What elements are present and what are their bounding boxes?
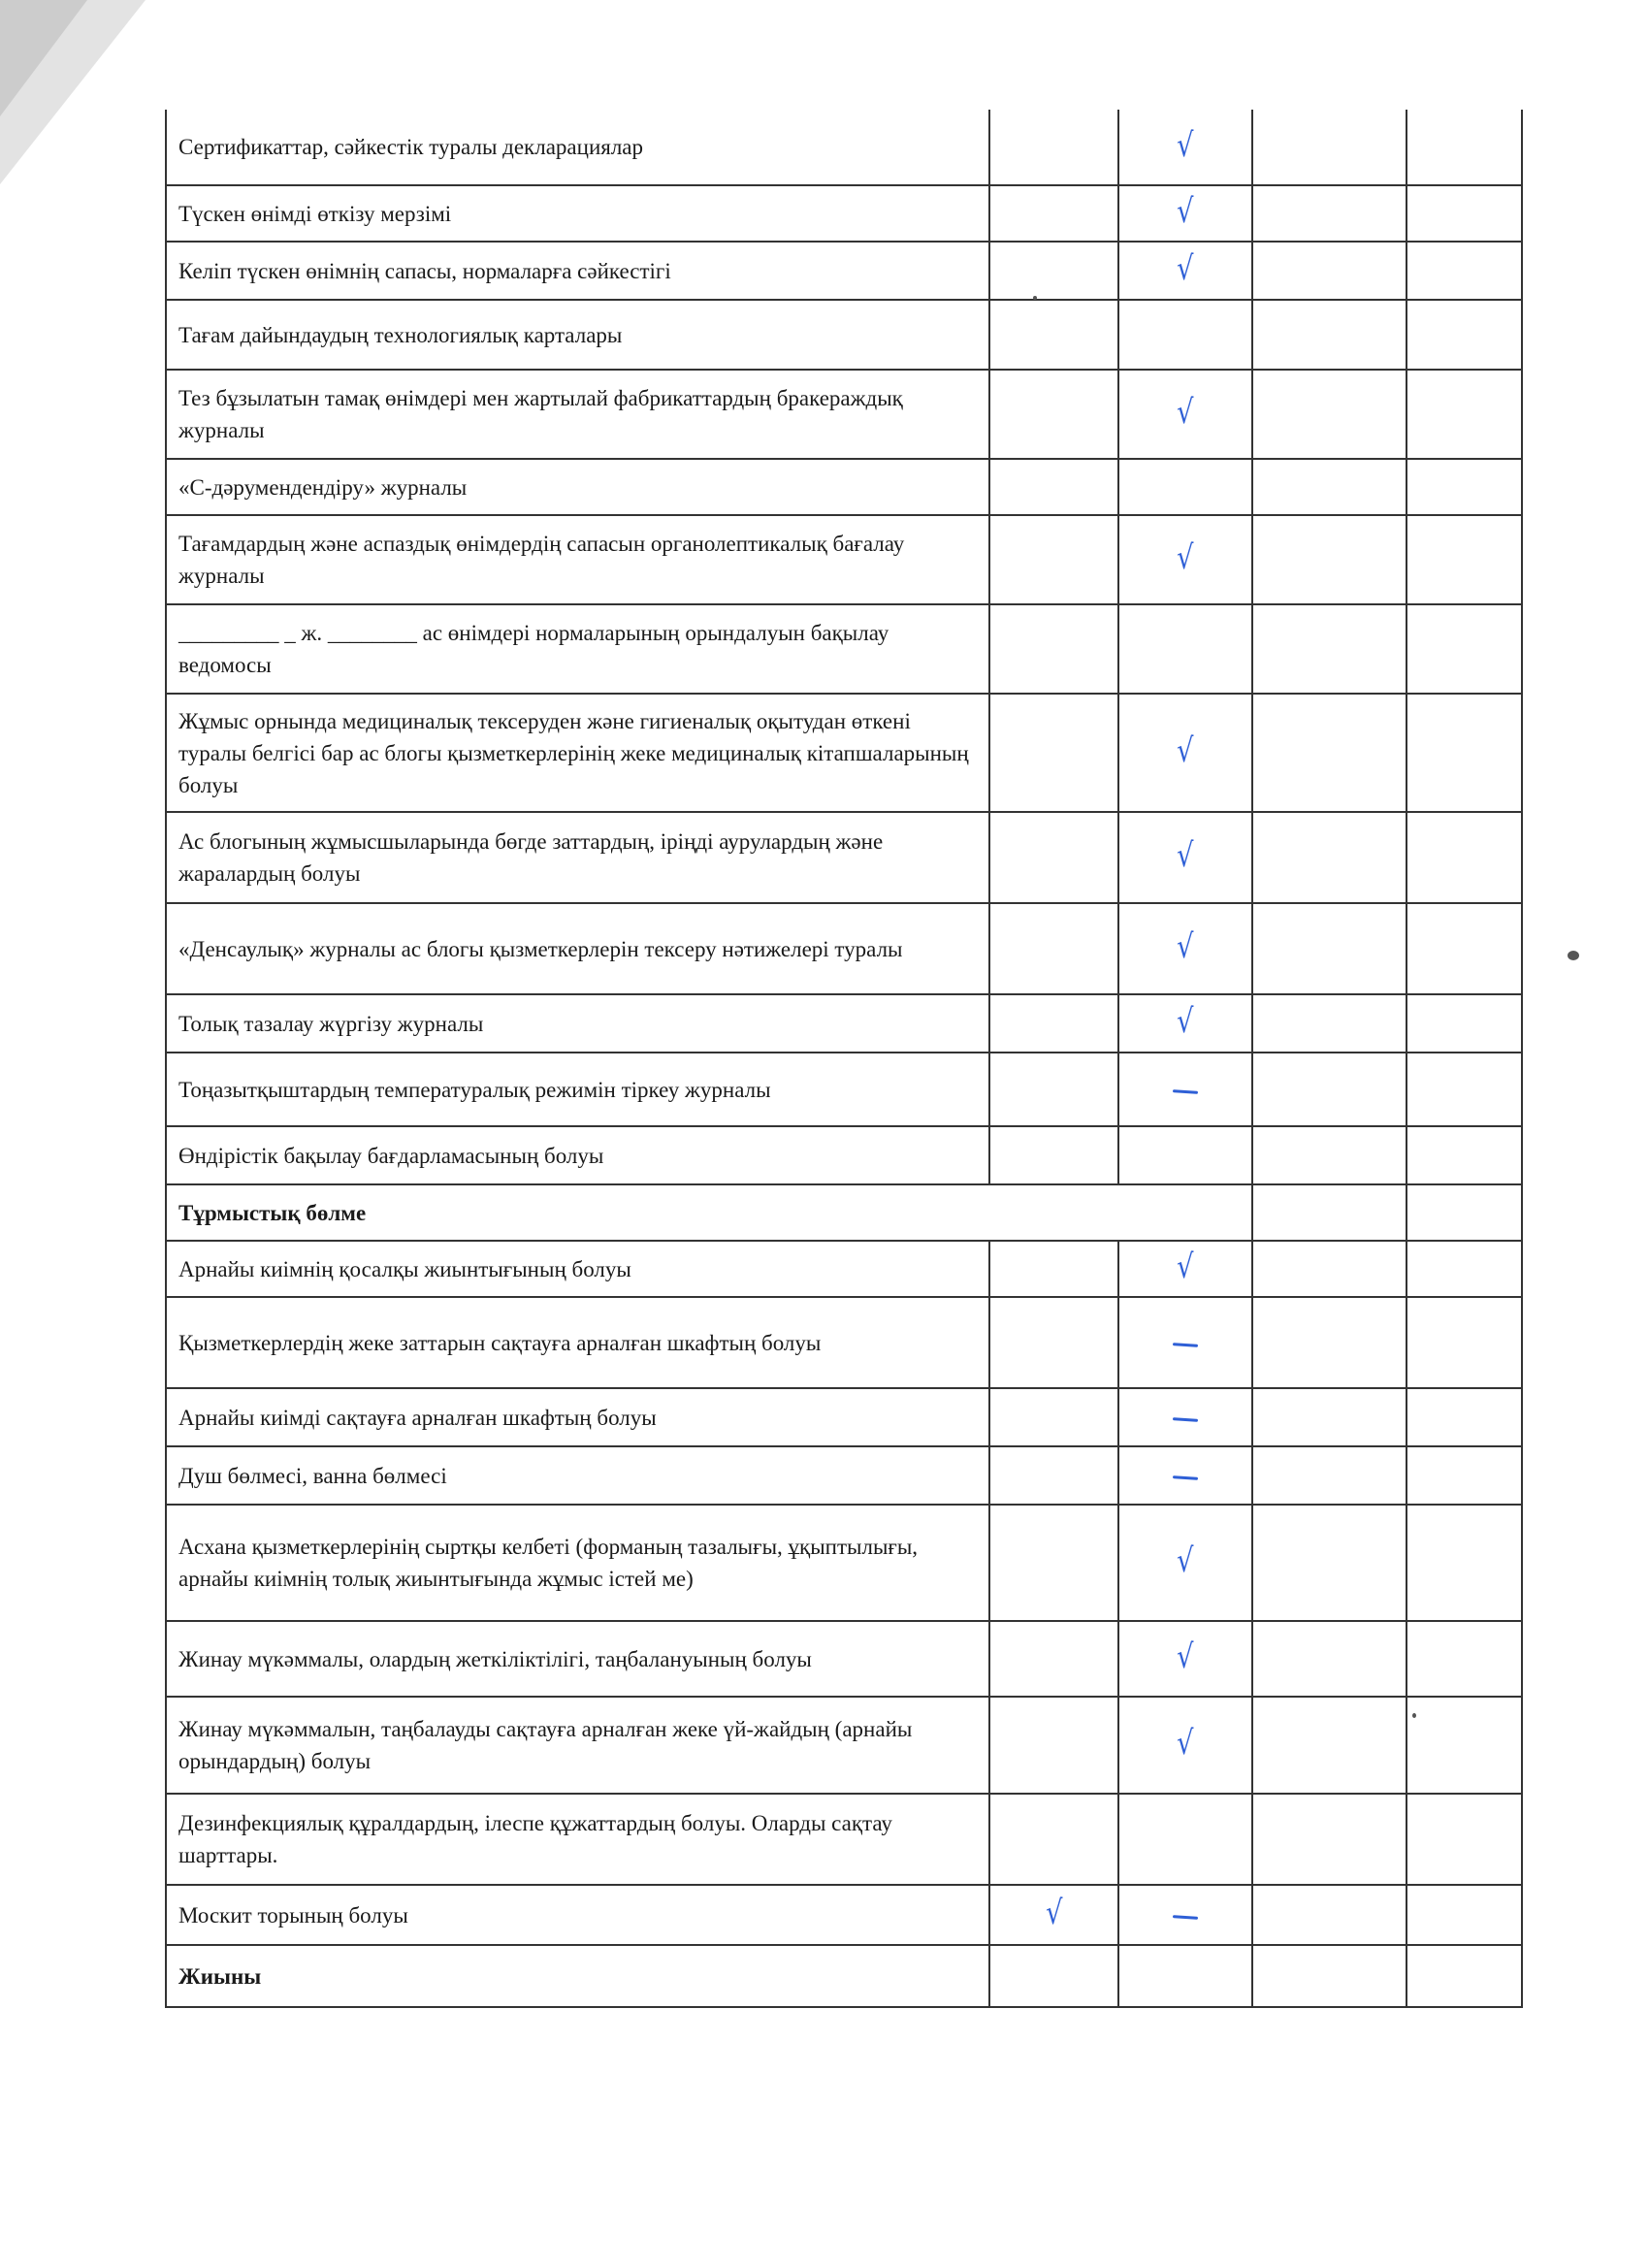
folded-corner-shade: [0, 0, 87, 116]
mark-cell-col3: [1252, 1621, 1406, 1697]
mark-cell-col3: [1252, 1241, 1406, 1297]
mark-cell-col4: [1406, 1388, 1522, 1446]
mark-cell-col3: [1252, 110, 1406, 185]
checkmark-icon: √: [1177, 249, 1194, 288]
mark-cell-col4: [1406, 1505, 1522, 1621]
mark-cell-col3: [1252, 1126, 1406, 1184]
mark-cell-col2: [1118, 370, 1252, 459]
mark-cell-col2: [1118, 694, 1252, 812]
table-row: [166, 1621, 1522, 1697]
mark-cell-col2: [1118, 515, 1252, 604]
table-row: [166, 370, 1522, 459]
mark-cell-col3: [1252, 459, 1406, 515]
criterion-label: Жинау мүкәммалын, таңбалауды сақтауға арналған жеке үй-жайдың (арнайы орындардың) болуы: [166, 1697, 989, 1794]
mark-cell-col4: [1406, 1621, 1522, 1697]
criterion-label: Москит торының болуы: [166, 1885, 989, 1945]
mark-cell-col1: [989, 300, 1118, 370]
criterion-label: Тез бұзылатын тамақ өнімдері мен жартылай фабрикаттардың бракераждық журналы: [166, 370, 989, 459]
criterion-label: Арнайы киімнің қосалқы жиынтығының болуы: [166, 1241, 989, 1297]
table-row: [166, 694, 1522, 812]
mark-cell-col1: [989, 1505, 1118, 1621]
mark-cell-col2: [1118, 994, 1252, 1053]
mark-cell-col2: [1118, 1505, 1252, 1621]
mark-cell-col2: [1118, 110, 1252, 185]
mark-cell-col1: [989, 812, 1118, 903]
mark-cell-col3: [1252, 1053, 1406, 1126]
criterion-label: Сертификаттар, сәйкестік туралы декларациялар: [166, 110, 989, 185]
mark-cell-col4: [1406, 370, 1522, 459]
mark-cell-col1: [989, 1388, 1118, 1446]
mark-cell-col1: [989, 1794, 1118, 1885]
mark-cell: [1406, 1184, 1522, 1241]
table-row: [166, 459, 1522, 515]
mark-cell-col1: [989, 994, 1118, 1053]
checkmark-icon: √: [1177, 927, 1194, 966]
checkmark-icon: √: [1177, 1637, 1194, 1676]
checkmark-icon: √: [1177, 192, 1194, 231]
checkmark-icon: √: [1177, 1724, 1194, 1763]
mark-cell-col4: [1406, 459, 1522, 515]
mark-cell-col3: [1252, 1697, 1406, 1794]
dash-mark-icon: [1173, 1475, 1198, 1480]
mark-cell-col4: [1406, 812, 1522, 903]
table-row: [166, 1446, 1522, 1505]
mark-cell-col1: [989, 1885, 1118, 1945]
mark-cell-col3: [1252, 515, 1406, 604]
mark-cell-col4: [1406, 300, 1522, 370]
criterion-label: «С-дәрумендендіру» журналы: [166, 459, 989, 515]
criterion-label: Толық тазалау жүргізу журналы: [166, 994, 989, 1053]
mark-cell-col4: [1406, 1126, 1522, 1184]
mark-cell-col3: [1252, 300, 1406, 370]
table-row: [166, 1794, 1522, 1885]
mark-cell-col4: [1406, 1945, 1522, 2007]
mark-cell-col1: [989, 604, 1118, 694]
mark-cell-col3: [1252, 812, 1406, 903]
mark-cell-col1: [989, 185, 1118, 242]
table-row: [166, 1388, 1522, 1446]
scan-speck: [1412, 1713, 1416, 1718]
table-row: [166, 1505, 1522, 1621]
mark-cell-col2: [1118, 1697, 1252, 1794]
mark-cell-col4: [1406, 903, 1522, 994]
criterion-label: Дезинфекциялық құралдардың, ілеспе құжаттардың болуы. Оларды сақтау шарттары.: [166, 1794, 989, 1885]
mark-cell-col4: [1406, 994, 1522, 1053]
mark-cell-col3: [1252, 1505, 1406, 1621]
mark-cell-col3: [1252, 185, 1406, 242]
criterion-label: «Денсаулық» журналы ас блогы қызметкерлерін тексеру нәтижелері туралы: [166, 903, 989, 994]
mark-cell-col3: [1252, 903, 1406, 994]
mark-cell-col2: [1118, 1388, 1252, 1446]
mark-cell-col3: [1252, 1388, 1406, 1446]
table-row: [166, 1885, 1522, 1945]
section-title: Тұрмыстық бөлме: [166, 1184, 1252, 1241]
mark-cell-col2: [1118, 300, 1252, 370]
table-row: [166, 903, 1522, 994]
criterion-label: Өндірістік бақылау бағдарламасының болуы: [166, 1126, 989, 1184]
mark-cell-col3: [1252, 604, 1406, 694]
criterion-label: Тоңазытқыштардың температуралық режимін тіркеу журналы: [166, 1053, 989, 1126]
mark-cell-col4: [1406, 1241, 1522, 1297]
mark-cell-col2: [1118, 185, 1252, 242]
dash-mark-icon: [1173, 1915, 1198, 1920]
table-row: [166, 1297, 1522, 1388]
mark-cell-col1: [989, 370, 1118, 459]
mark-cell-col3: [1252, 1446, 1406, 1505]
mark-cell-col1: [989, 1697, 1118, 1794]
table-row: [166, 110, 1522, 185]
mark-cell-col2: [1118, 1794, 1252, 1885]
mark-cell-col1: [989, 1945, 1118, 2007]
mark-cell-col2: [1118, 1945, 1252, 2007]
criterion-label: Ас блогының жұмысшыларында бөгде заттардың, іріңді аурулардың және жаралардың болуы: [166, 812, 989, 903]
mark-cell-col4: [1406, 1885, 1522, 1945]
mark-cell-col2: [1118, 1446, 1252, 1505]
mark-cell-col4: [1406, 1697, 1522, 1794]
mark-cell-col3: [1252, 1297, 1406, 1388]
mark-cell: [1252, 1184, 1406, 1241]
mark-cell-col2: [1118, 1621, 1252, 1697]
mark-cell-col3: [1252, 994, 1406, 1053]
table-row: [166, 515, 1522, 604]
checkmark-icon: √: [1177, 1541, 1194, 1580]
criterion-label: _________ _ ж. ________ ас өнімдері нормаларының орындалуын бақылау ведомосы: [166, 604, 989, 694]
checkmark-icon: √: [1177, 731, 1194, 770]
criterion-label: Келіп түскен өнімнің сапасы, нормаларға сәйкестігі: [166, 242, 989, 300]
table-row: [166, 1241, 1522, 1297]
mark-cell-col3: [1252, 242, 1406, 300]
mark-cell-col2: [1118, 1297, 1252, 1388]
criterion-label: Асхана қызметкерлерінің сыртқы келбеті (форманың тазалығы, ұқыптылығы, арнайы киімнің толық жиынтығында жұмыс істей ме): [166, 1505, 989, 1621]
dash-mark-icon: [1173, 1089, 1198, 1094]
criterion-label: Тағам дайындаудың технологиялық карталары: [166, 300, 989, 370]
mark-cell-col4: [1406, 185, 1522, 242]
mark-cell-col4: [1406, 242, 1522, 300]
criterion-label: Тағамдардың және аспаздық өнімдердің сапасын органолептикалық бағалау журналы: [166, 515, 989, 604]
mark-cell-col3: [1252, 694, 1406, 812]
checklist-table: [165, 110, 1523, 2008]
section-row: [166, 1945, 1522, 2007]
table-row: [166, 185, 1522, 242]
section-row: [166, 1184, 1522, 1241]
table-row: [166, 300, 1522, 370]
mark-cell-col1: [989, 1297, 1118, 1388]
checkmark-icon: √: [1177, 1002, 1194, 1041]
criterion-label: Душ бөлмесі, ванна бөлмесі: [166, 1446, 989, 1505]
criterion-label: Жинау мүкәммалы, олардың жеткіліктілігі, таңбалануының болуы: [166, 1621, 989, 1697]
checkmark-icon: √: [1177, 125, 1194, 165]
table-row: [166, 604, 1522, 694]
checkmark-icon: √: [1177, 538, 1194, 577]
mark-cell-col4: [1406, 110, 1522, 185]
checkmark-icon: √: [1177, 1247, 1194, 1286]
table-row: [166, 994, 1522, 1053]
mark-cell-col4: [1406, 1446, 1522, 1505]
table-row: [166, 1126, 1522, 1184]
mark-cell-col1: [989, 1126, 1118, 1184]
mark-cell-col2: [1118, 459, 1252, 515]
mark-cell-col4: [1406, 694, 1522, 812]
mark-cell-col2: [1118, 604, 1252, 694]
mark-cell-col1: [989, 459, 1118, 515]
mark-cell-col3: [1252, 1945, 1406, 2007]
criterion-label: Жұмыс орнында медициналық тексеруден және гигиеналық оқытудан өткені туралы белгісі бар ас блогы қызметкерлерінің жеке медициналық кітапшаларының болуы: [166, 694, 989, 812]
mark-cell-col4: [1406, 1053, 1522, 1126]
checkmark-icon: √: [1177, 836, 1194, 875]
scan-speck: [1568, 951, 1579, 960]
mark-cell-col1: [989, 110, 1118, 185]
mark-cell-col1: [989, 1621, 1118, 1697]
mark-cell-col4: [1406, 515, 1522, 604]
mark-cell-col2: [1118, 812, 1252, 903]
mark-cell-col2: [1118, 903, 1252, 994]
criterion-label: Түскен өнімді өткізу мерзімі: [166, 185, 989, 242]
table-row: [166, 812, 1522, 903]
mark-cell-col4: [1406, 1297, 1522, 1388]
mark-cell-col3: [1252, 1794, 1406, 1885]
mark-cell-col1: [989, 242, 1118, 300]
dash-mark-icon: [1173, 1417, 1198, 1422]
checkmark-icon: √: [1045, 1894, 1063, 1932]
mark-cell-col4: [1406, 604, 1522, 694]
table-row: [166, 242, 1522, 300]
checkmark-icon: √: [1177, 393, 1194, 432]
table-row: [166, 1053, 1522, 1126]
mark-cell-col2: [1118, 1126, 1252, 1184]
mark-cell-col2: [1118, 242, 1252, 300]
mark-cell-col3: [1252, 370, 1406, 459]
dash-mark-icon: [1173, 1343, 1198, 1347]
mark-cell-col1: [989, 1241, 1118, 1297]
mark-cell-col4: [1406, 1794, 1522, 1885]
criterion-label: Қызметкерлердің жеке заттарын сақтауға арналған шкафтың болуы: [166, 1297, 989, 1388]
mark-cell-col2: [1118, 1241, 1252, 1297]
criterion-label: Арнайы киімді сақтауға арналған шкафтың болуы: [166, 1388, 989, 1446]
mark-cell-col3: [1252, 1885, 1406, 1945]
mark-cell-col1: [989, 694, 1118, 812]
mark-cell-col1: [989, 515, 1118, 604]
scan-speck: [1033, 296, 1037, 300]
section-title: Жиыны: [166, 1945, 989, 2007]
mark-cell-col1: [989, 903, 1118, 994]
mark-cell-col2: [1118, 1885, 1252, 1945]
table-row: [166, 1697, 1522, 1794]
mark-cell-col1: [989, 1053, 1118, 1126]
mark-cell-col2: [1118, 1053, 1252, 1126]
mark-cell-col1: [989, 1446, 1118, 1505]
